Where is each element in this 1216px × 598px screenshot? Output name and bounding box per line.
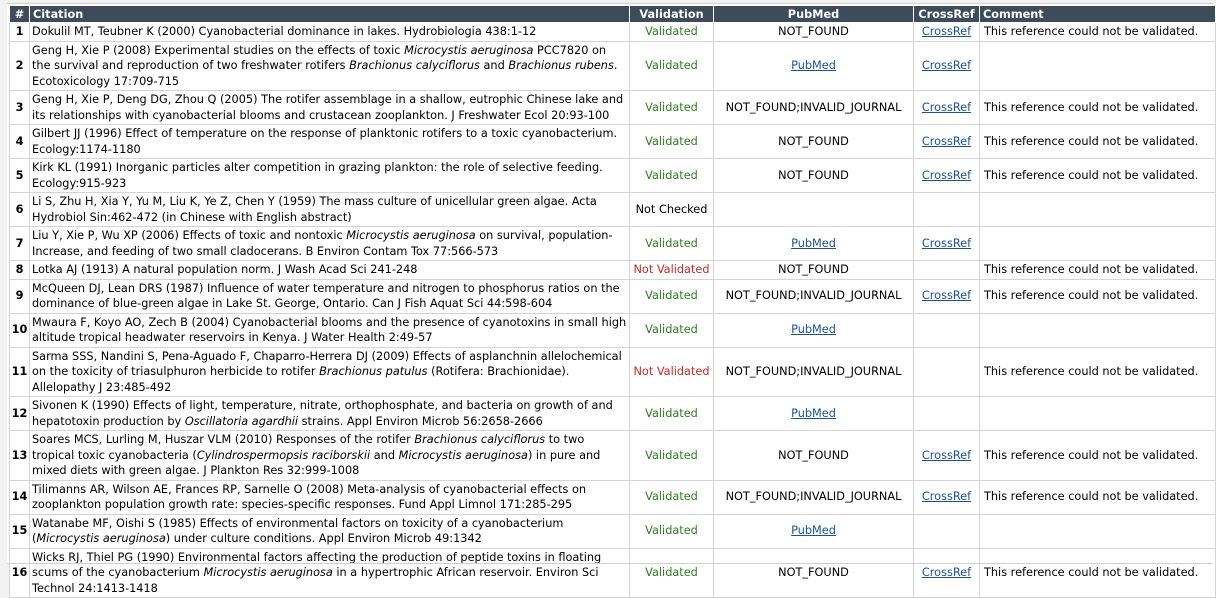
row-number: 1 [10,23,30,42]
citation-cell: Gilbert JJ (1996) Effect of temperature on the response of planktonic rotifers to a toxic cyanobacterium. Ecology:1174-1180 [30,125,630,159]
crossref-cell [914,23,980,42]
pubmed-link[interactable]: PubMed [791,406,836,420]
citation-cell: Mwaura F, Koyo AO, Zech B (2004) Cyanobacterial blooms and the presence of cyanotoxins in small high altitude tropical headwater reservoirs in Kenya. J Water Health 2:49-57 [30,313,630,347]
pubmed-status-text: NOT_FOUND [778,263,849,276]
row-number: 16 [10,548,30,598]
crossref-cell [914,548,980,598]
row-number: 9 [10,279,30,313]
crossref-cell [914,480,980,514]
header-pubmed: PubMed [714,6,914,23]
table-row [10,23,1216,42]
validation-status: Validated [630,159,714,193]
pubmed-link[interactable]: PubMed [791,323,836,337]
validation-status: Validated [630,548,714,598]
table-row [10,431,1216,481]
table-body [10,23,1216,598]
pubmed-status-text: NOT_FOUND;INVALID_JOURNAL [725,100,902,114]
crossref-link[interactable]: CrossRef [921,448,972,462]
citation-cell: Sarma SSS, Nandini S, Pena-Aguado F, Chaparro-Herrera DJ (2009) Effects of asplanchnin allelochemical on the toxicity of triasulphuron herbicide to rotifer Brachionus patulus (Rotifera: Brachionidae). Allelopathy J 23:485-492 [30,347,630,397]
pubmed-cell [714,431,914,481]
validation-status: Validated [630,41,714,91]
table-row [10,159,1216,193]
row-number: 13 [10,431,30,481]
comment-cell: This reference could not be validated. [980,480,1216,514]
comment-cell: This reference could not be validated. [980,548,1216,598]
table-row [10,347,1216,397]
citation-validation-table [9,5,1216,598]
validation-status: Validated [630,279,714,313]
table-row [10,480,1216,514]
crossref-cell [914,125,980,159]
crossref-cell [914,431,980,481]
crossref-link[interactable]: CrossRef [921,25,972,38]
row-number: 6 [10,193,30,227]
row-number: 11 [10,347,30,397]
citation-cell: Sivonen K (1990) Effects of light, temperature, nitrate, orthophosphate, and bacteria on growth of and hepatotoxin production by Oscillatoria agardhii strains. Appl Environ Microb 56:2658-2666 [30,397,630,431]
crossref-link[interactable]: CrossRef [921,100,972,114]
comment-cell [980,227,1216,261]
comment-cell: This reference could not be validated. [980,431,1216,481]
crossref-cell [914,91,980,125]
crossref-link[interactable]: CrossRef [921,289,972,303]
crossref-link[interactable]: CrossRef [921,168,972,182]
pubmed-cell [714,548,914,598]
crossref-link[interactable]: CrossRef [921,236,972,250]
validation-status: Validated [630,397,714,431]
pubmed-link[interactable]: PubMed [791,59,836,72]
validation-status: Validated [630,23,714,42]
table-row [10,193,1216,227]
pubmed-status-text: NOT_FOUND [778,134,849,148]
validation-status: Validated [630,480,714,514]
row-number: 10 [10,313,30,347]
crossref-cell [914,193,980,227]
crossref-link[interactable]: CrossRef [921,566,972,579]
comment-cell: This reference could not be validated. [980,261,1216,280]
pubmed-cell [714,159,914,193]
pubmed-cell [714,227,914,261]
comment-cell [980,514,1216,548]
header-comment: Comment [980,6,1216,23]
pubmed-status-text: NOT_FOUND [778,168,849,182]
comment-cell: This reference could not be validated. [980,125,1216,159]
citation-cell: Lotka AJ (1913) A natural population norm. J Wash Acad Sci 241-248 [30,261,630,280]
crossref-cell [914,41,980,91]
pubmed-cell [714,125,914,159]
pubmed-cell [714,23,914,42]
pubmed-link[interactable]: PubMed [791,524,836,538]
pubmed-cell [714,313,914,347]
comment-cell [980,397,1216,431]
row-number: 15 [10,514,30,548]
comment-cell: This reference could not be validated. [980,159,1216,193]
citation-cell: Wicks RJ, Thiel PG (1990) Environmental factors affecting the production of peptide toxins in floating scums of the cyanobacterium Microcystis aeruginosa in a hypertrophic African reservoir. Environ Sci Technol 24:1413-1418 [30,548,630,598]
header-crossref: CrossRef [914,6,980,23]
pubmed-cell [714,480,914,514]
crossref-link[interactable]: CrossRef [921,134,972,148]
crossref-cell [914,313,980,347]
citation-cell: Watanabe MF, Oishi S (1985) Effects of environmental factors on toxicity of a cyanobacterium (Microcystis aeruginosa) under culture conditions. Appl Environ Microb 49:1342 [30,514,630,548]
pubmed-status-text: NOT_FOUND;INVALID_JOURNAL [725,490,902,504]
validation-status: Not Checked [630,193,714,227]
comment-cell: This reference could not be validated. [980,279,1216,313]
table-row [10,125,1216,159]
validation-status: Validated [630,431,714,481]
validation-status: Validated [630,313,714,347]
pubmed-status-text: NOT_FOUND;INVALID_JOURNAL [725,289,902,303]
table-row [10,279,1216,313]
citation-cell: Dokulil MT, Teubner K (2000) Cyanobacterial dominance in lakes. Hydrobiologia 438:1-12 [30,23,630,42]
comment-cell: This reference could not be validated. [980,347,1216,397]
validation-status: Not Validated [630,261,714,280]
comment-cell [980,193,1216,227]
header-num: # [10,6,30,23]
row-number: 12 [10,397,30,431]
pubmed-status-text: NOT_FOUND [778,25,849,38]
table-row [10,313,1216,347]
row-number: 2 [10,41,30,91]
pubmed-cell [714,397,914,431]
table-row [10,397,1216,431]
pubmed-status-text: NOT_FOUND [778,566,849,579]
citation-cell: Geng H, Xie P, Deng DG, Zhou Q (2005) The rotifer assemblage in a shallow, eutrophic Chinese lake and its relationships with cyanobacterial blooms and crustacean zooplankton. J Freshwater Ecol 20:93-100 [30,91,630,125]
crossref-link[interactable]: CrossRef [921,490,972,504]
comment-cell [980,41,1216,91]
comment-cell [980,313,1216,347]
pubmed-cell [714,91,914,125]
crossref-link[interactable]: CrossRef [921,59,972,72]
pubmed-cell [714,193,914,227]
citation-cell: Liu Y, Xie P, Wu XP (2006) Effects of toxic and nontoxic Microcystis aeruginosa on survival, population-Increase, and feeding of two small cladocerans. B Environ Contam Tox 77:566-573 [30,227,630,261]
pubmed-status-text: NOT_FOUND [778,448,849,462]
row-number: 3 [10,91,30,125]
row-number: 5 [10,159,30,193]
pubmed-cell [714,514,914,548]
table-row [10,548,1216,598]
crossref-cell [914,279,980,313]
table-row [10,41,1216,91]
header-citation: Citation [30,6,630,23]
validation-status: Not Validated [630,347,714,397]
pubmed-cell [714,279,914,313]
pubmed-cell [714,347,914,397]
citation-cell: Soares MCS, Lurling M, Huszar VLM (2010) Responses of the rotifer Brachionus calyciflorus to two tropical toxic cyanobacteria (Cylindrospermopsis raciborskii and Microcystis aeruginosa) in pure and mixed diets with green algae. J Plankton Res 32:999-1008 [30,431,630,481]
pubmed-cell [714,41,914,91]
table-row [10,91,1216,125]
crossref-cell [914,514,980,548]
citation-cell: Kirk KL (1991) Inorganic particles alter competition in grazing plankton: the role of selective feeding. Ecology:915-923 [30,159,630,193]
citation-cell: Tilimanns AR, Wilson AE, Frances RP, Sarnelle O (2008) Meta-analysis of cyanobacterial effects on zooplankton population growth rate: species-specific responses. Fund Appl Limnol 171:285-295 [30,480,630,514]
comment-cell: This reference could not be validated. [980,23,1216,42]
header-validation: Validation [630,6,714,23]
comment-cell: This reference could not be validated. [980,91,1216,125]
citation-cell: Li S, Zhu H, Xia Y, Yu M, Liu K, Ye Z, Chen Y (1959) The mass culture of unicellular green algae. Acta Hydrobiol Sin:462-472 (in Chinese with English abstract) [30,193,630,227]
crossref-cell [914,159,980,193]
crossref-cell [914,227,980,261]
crossref-cell [914,397,980,431]
row-number: 4 [10,125,30,159]
table-header-row [10,6,1216,23]
row-number: 7 [10,227,30,261]
citation-cell: Geng H, Xie P (2008) Experimental studies on the effects of toxic Microcystis aeruginosa PCC7820 on the survival and reproduction of two freshwater rotifers Brachionus calyciflorus and Brachionus rubens. Ecotoxicology 17:709-715 [30,41,630,91]
crossref-cell [914,261,980,280]
row-number: 8 [10,261,30,280]
validation-status: Validated [630,125,714,159]
validation-status: Validated [630,514,714,548]
validation-status: Validated [630,227,714,261]
pubmed-status-text: NOT_FOUND;INVALID_JOURNAL [725,365,902,378]
citation-cell: McQueen DJ, Lean DRS (1987) Influence of water temperature and nitrogen to phosphorus ratios on the dominance of blue-green algae in Lake St. George, Ontario. Can J Fish Aquat Sci 44:598-604 [30,279,630,313]
pubmed-link[interactable]: PubMed [791,236,836,250]
panel-bottom-border [7,563,1213,564]
validation-status: Validated [630,91,714,125]
pubmed-cell [714,261,914,280]
crossref-cell [914,347,980,397]
table-row [10,514,1216,548]
table-row [10,261,1216,280]
row-number: 14 [10,480,30,514]
table-row [10,227,1216,261]
